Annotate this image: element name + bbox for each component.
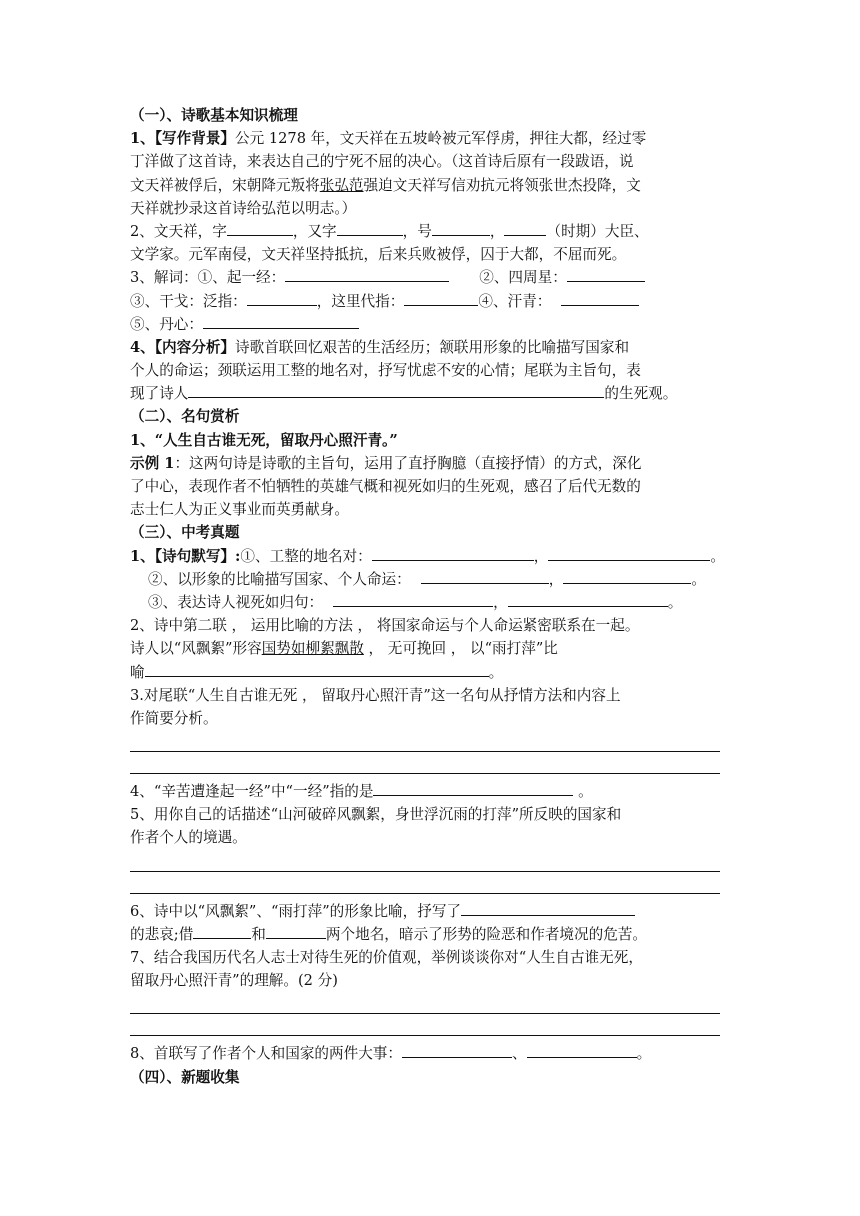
q2-text-c: ，号: [402, 222, 432, 240]
q3-text-a: 3、解词：①、起一经：: [130, 269, 286, 287]
q3-blank-6[interactable]: [203, 313, 359, 329]
q1-text-2: 丁洋做了这首诗，来表达自己的宁死不屈的决心。（这首诗后原有一段跋语，说: [130, 153, 634, 171]
q1-background-line-1: [130, 127, 730, 150]
q2-blank-hao[interactable]: [432, 220, 490, 236]
q3-blank-5[interactable]: [561, 290, 639, 306]
q2-line-1: [130, 220, 730, 243]
s3-q1-line-1: [130, 545, 730, 568]
q2-text-e: （时期）大臣、: [546, 222, 649, 240]
s3-q6-text-1: 6、诗中以“风飘絮”、“雨打萍”的形象比喻，抒写了: [130, 902, 462, 920]
q1-text-4: 天祥就抄录这首诗给弘范以明志。）: [130, 199, 357, 217]
s2-example-label: 示例 1: [130, 454, 175, 472]
q3-text-f: ⑤、丹心：: [130, 315, 203, 333]
q3-blank-3[interactable]: [247, 290, 317, 306]
s3-q3-answer-line-2[interactable]: [130, 752, 720, 774]
q3-text-d: ，这里代指：: [316, 292, 405, 310]
s2-example-text-3: 志士仁人为正义事业而英勇献身。: [130, 501, 349, 519]
period: 。: [667, 593, 683, 611]
s3-q1-text-a: ①、工整的地名对：: [240, 547, 372, 565]
s3-q8-blank-1[interactable]: [402, 1042, 512, 1058]
s3-q6-blank-1[interactable]: [461, 900, 635, 916]
s3-q1-line-3: [130, 591, 730, 614]
s3-q1-text-b: ②、以形象的比喻描写国家、个人命运：: [148, 570, 411, 588]
period: 。: [710, 547, 725, 565]
s3-q6-line-1: [130, 900, 730, 923]
q2-text-d: ，: [489, 222, 505, 240]
q2-blank-youzi[interactable]: [337, 220, 403, 236]
q3-blank-1[interactable]: [285, 266, 449, 282]
q1-tag: 【写作背景】: [154, 130, 236, 148]
s3-q8-blank-2[interactable]: [527, 1042, 637, 1058]
s3-q4-line: [130, 780, 730, 803]
section-4-title: （四）、新题收集: [130, 1068, 240, 1086]
q3-line-2: [130, 290, 730, 313]
s2-example-line-1: [130, 452, 730, 475]
comma: ，: [533, 547, 549, 565]
s3-q6-text-2c: 两个地名，暗示了形势的险恶和作者境况的危苦。: [325, 925, 647, 943]
q3-line-3: [130, 313, 730, 336]
q3-text-c: ③、干戈：泛指：: [130, 292, 247, 310]
s3-q1-blank-5[interactable]: [333, 591, 493, 607]
q1-text-3a: 文天祥被俘后，宋朝降元叛将: [130, 176, 320, 194]
s2-example-text-2: 了中心，表现作者不怕牺牲的英雄气概和视死如归的生死观，感召了后代无数的: [130, 478, 641, 495]
section-1-title: （一）、诗歌基本知识梳理: [130, 107, 298, 124]
s3-q5-text-2: 作者个人的境遇。: [130, 829, 247, 847]
s3-q6-line-2: [130, 923, 730, 946]
section-3-title: （三）、中考真题: [130, 524, 240, 542]
q4-text-1: 诗歌首联回忆艰苦的生活经历；颔联用形象的比喻描写国家和: [235, 338, 630, 356]
s3-q7-answer-line-1[interactable]: [130, 992, 720, 1014]
q3-line-1: [130, 266, 730, 289]
s3-q2-underlined: 国势如柳絮飘散: [261, 640, 364, 658]
s3-q5-answer-line-2[interactable]: [130, 872, 720, 894]
q1-text-3b: 强迫文天祥写信劝抗元将领张世杰投降，文: [363, 176, 641, 194]
q1-underlined-name: 张弘范: [319, 176, 364, 194]
q1-text-1: 公元 1278 年，文天祥在五坡岭被元军俘虏，押往大都，经过零: [235, 130, 647, 148]
s3-q5-text-1: 5、用你自己的话描述“山河破碎风飘絮，身世浮沉雨的打萍”所反映的国家和: [130, 806, 622, 824]
s2-quote: 1、“人生自古谁无死，留取丹心照汗青。”: [130, 431, 398, 449]
worksheet: [130, 104, 730, 1089]
s3-q7-text-1: 7、结合我国历代名人志士对待生死的价值观，举例谈谈你对“人生自古谁无死，: [130, 949, 643, 966]
comma: ，: [493, 593, 508, 611]
q2-text-2: 文学家。元军南侵，文天祥坚持抵抗，后来兵败被俘，囚于大都，不屈而死。: [130, 246, 627, 264]
s3-q2-text-2a: 诗人以“风飘絮”形容: [130, 640, 262, 658]
s3-q2-text-1: 2、诗中第二联 ， 运用比喻的方法 ， 将国家命运与个人命运紧密联系在一起。: [130, 617, 640, 635]
s3-q1-blank-2[interactable]: [548, 545, 710, 561]
s3-q2-line-2: [130, 637, 730, 660]
s3-q1-text-c: ③、表达诗人视死如归句：: [148, 593, 324, 611]
s3-q3-text-2: 作简要分析。: [130, 709, 218, 727]
q4-text-3b: 的生死观。: [604, 385, 678, 403]
s3-q7-answer-line-2[interactable]: [130, 1014, 720, 1036]
s3-q6-text-2b: 和: [251, 925, 266, 943]
q2-text-b: ，又字: [292, 222, 337, 240]
s3-q6-text-2a: 的悲哀;借: [130, 925, 194, 943]
q3-text-e: ④、汗青：: [478, 292, 552, 310]
q4-number: 4、: [130, 338, 155, 356]
s3-q4-blank[interactable]: [373, 780, 573, 796]
q1-line-3: [130, 174, 730, 197]
s3-q1-blank-3[interactable]: [421, 568, 549, 584]
q4-line-3: [130, 382, 730, 405]
q3-text-b: ②、四周星：: [479, 269, 567, 287]
comma: ，: [548, 570, 564, 588]
q4-tag: 【内容分析】: [154, 338, 236, 356]
s3-q2-line-3: [130, 661, 730, 684]
q3-blank-4[interactable]: [404, 290, 478, 306]
q4-text-2: 个人的命运；颈联运用工整的地名对，抒写忧虑不安的心情；尾联为主旨句，表: [130, 362, 641, 380]
s3-q6-blank-3[interactable]: [266, 923, 326, 939]
section-2-title: （二）、名句赏析: [130, 408, 240, 426]
s3-q1-blank-1[interactable]: [372, 545, 534, 561]
s3-q2-text-3b: 。: [488, 663, 504, 681]
s3-q1-tag: 1、【诗句默写】:: [130, 547, 241, 565]
s3-q3-text-1: 3.对尾联“人生自古谁无死 ， 留取丹心照汗青”这一名句从抒情方法和内容上: [130, 686, 621, 704]
q4-line-1: [130, 336, 730, 359]
q2-blank-period[interactable]: [504, 220, 546, 236]
q2-text-a: 2、文天祥，字: [130, 222, 227, 240]
s3-q4-text-a: 4、“辛苦遭逢起一经”中“一经”指的是: [130, 783, 374, 801]
s3-q1-line-2: [130, 568, 730, 591]
s3-q2-text-2b: ， 无可挽回 ， 以“雨打萍”比: [363, 640, 558, 658]
s3-q2-text-3a: 喻: [130, 663, 145, 681]
s3-q6-blank-2[interactable]: [193, 923, 251, 939]
s2-example-text-1: ：这两句诗是诗歌的主旨句，运用了直抒胸臆（直接抒情）的方式，深化: [174, 454, 642, 472]
s3-q1-blank-6[interactable]: [508, 591, 668, 607]
q4-blank[interactable]: [188, 382, 604, 398]
q2-blank-zi[interactable]: [227, 220, 293, 236]
s3-q5-answer-line-1[interactable]: [130, 850, 720, 872]
s3-q8-line: [130, 1042, 730, 1065]
s3-q3-answer-line-1[interactable]: [130, 730, 720, 752]
s3-q8-text-a: 8、首联写了作者个人和国家的两件大事：: [130, 1045, 402, 1063]
period: 。: [691, 570, 706, 588]
s3-q8-text-c: 。: [636, 1045, 652, 1063]
q4-text-3a: 现了诗人: [130, 385, 189, 403]
s3-q4-text-b: 。: [573, 783, 593, 801]
s3-q2-blank[interactable]: [145, 661, 489, 677]
s3-q7-text-2: 留取丹心照汗青”的理解。(2 分): [130, 972, 338, 990]
q1-number: 1、: [130, 130, 155, 148]
q3-blank-2[interactable]: [567, 266, 645, 282]
s3-q1-blank-4[interactable]: [563, 568, 691, 584]
s3-q8-text-b: 、: [511, 1045, 527, 1063]
